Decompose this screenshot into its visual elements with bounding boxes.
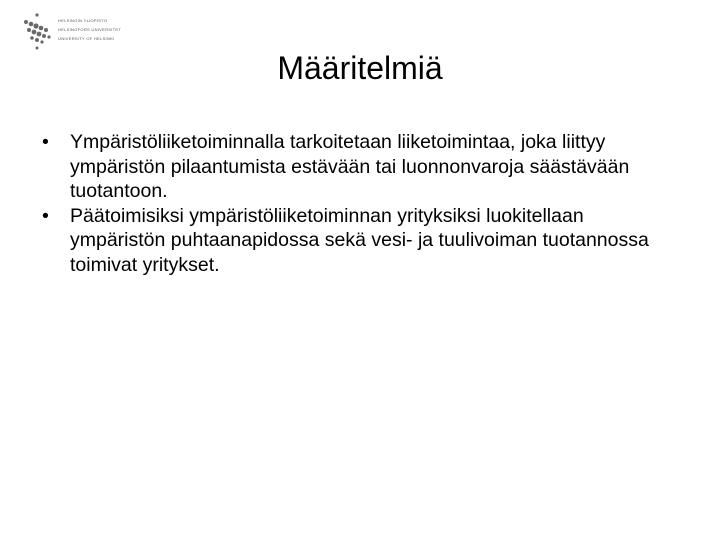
bullet-marker: •: [42, 204, 49, 227]
bullet-text: Päätoimisiksi ympäristöliiketoiminnan yrityksiksi luokitellaan ympäristön puhtaanapidossa sekä vesi- ja tuulivoiman tuotannossa toimivat yritykset.: [70, 204, 649, 276]
university-emblem-icon: [20, 12, 54, 52]
bullet-item: [40, 204, 680, 278]
logo-line: HELSINGIN YLIOPISTO: [58, 18, 108, 23]
university-name-lines: [58, 16, 130, 43]
logo-line: HELSINGFORS UNIVERSITET: [58, 27, 122, 32]
bullet-item: [40, 130, 680, 204]
logo-line: UNIVERSITY OF HELSINKI: [58, 36, 115, 41]
bullet-list: [40, 130, 680, 277]
slide-title: [0, 48, 720, 88]
bullet-marker: •: [42, 131, 49, 153]
slide-title-text: Määritelmiä: [277, 50, 443, 86]
bullet-text: Ympäristöliiketoiminnalla tarkoitetaan liiketoimintaa, joka liittyy ympäristön pilaantumista estävään tai luonnonvaroja säästävään tuotantoon.: [70, 131, 630, 202]
